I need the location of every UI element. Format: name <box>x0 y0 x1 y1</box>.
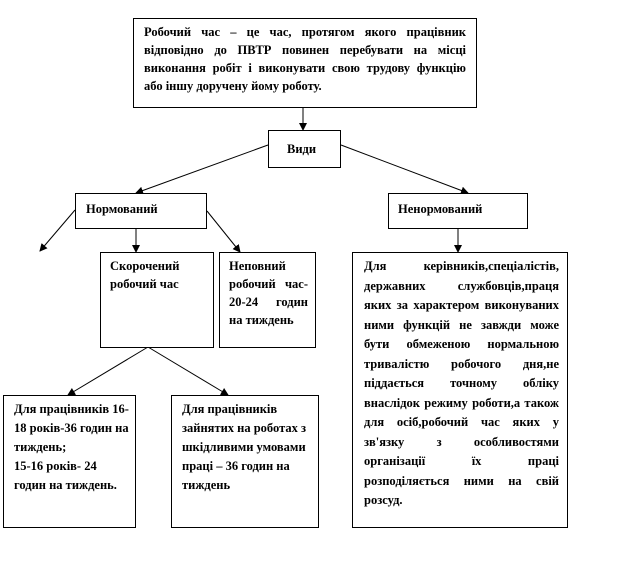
non-normalized-description-box <box>352 252 568 528</box>
part-time-label: Неповний робочий час- 20-24 годин на тиждень <box>229 259 308 327</box>
reduced-time-label: Скорочений робочий час <box>110 259 180 291</box>
normalized-label: Нормований <box>86 202 158 216</box>
non-normalized-description: Для керівників,спеціалістів, державних службовців,праця яких за характером виконуваних ними функцій не завжди може бути обмеженою нормальною тривалістю робочого дня,не піддається точному обліку внаслідок режиму роботи,а також для осіб,робочий час яких у зв'язку з особливостями організації їх праці розподіляється ними на свій розсуд. <box>364 259 559 507</box>
arrow-types-to-non-normalized <box>341 145 468 193</box>
non-normalized-label: Ненормований <box>398 202 483 216</box>
non-normalized-box <box>388 193 528 229</box>
types-box <box>268 130 341 168</box>
reduced-time-box <box>100 252 214 348</box>
youth-workers-box <box>3 395 136 528</box>
hazardous-conditions-box <box>171 395 319 528</box>
arrow-reduced-to-hazardous <box>148 347 228 395</box>
arrow-reduced-to-youth <box>68 347 148 395</box>
youth-15-16-text: 15-16 років- 24 годин на тиждень. <box>14 459 117 492</box>
arrow-normalized-to-part-time <box>207 211 240 252</box>
arrow-normalized-left <box>40 210 75 251</box>
arrow-types-to-normalized <box>136 145 268 193</box>
types-label: Види <box>287 142 317 156</box>
definition-text: Робочий час – це час, протягом якого працівник відповідно до ПВТР повинен перебувати на місці виконання робіт і виконувати свою трудову функцію або іншу доручену йому роботу. <box>144 25 466 93</box>
part-time-box <box>219 252 316 348</box>
normalized-box <box>75 193 207 229</box>
definition-box <box>133 18 477 108</box>
youth-16-18-text: Для працівників 16-18 років-36 годин на тиждень; <box>14 402 129 454</box>
hazardous-conditions-text: Для працівників зайнятих на роботах з шкідливими умовами праці – 36 годин на тиждень <box>182 402 307 492</box>
